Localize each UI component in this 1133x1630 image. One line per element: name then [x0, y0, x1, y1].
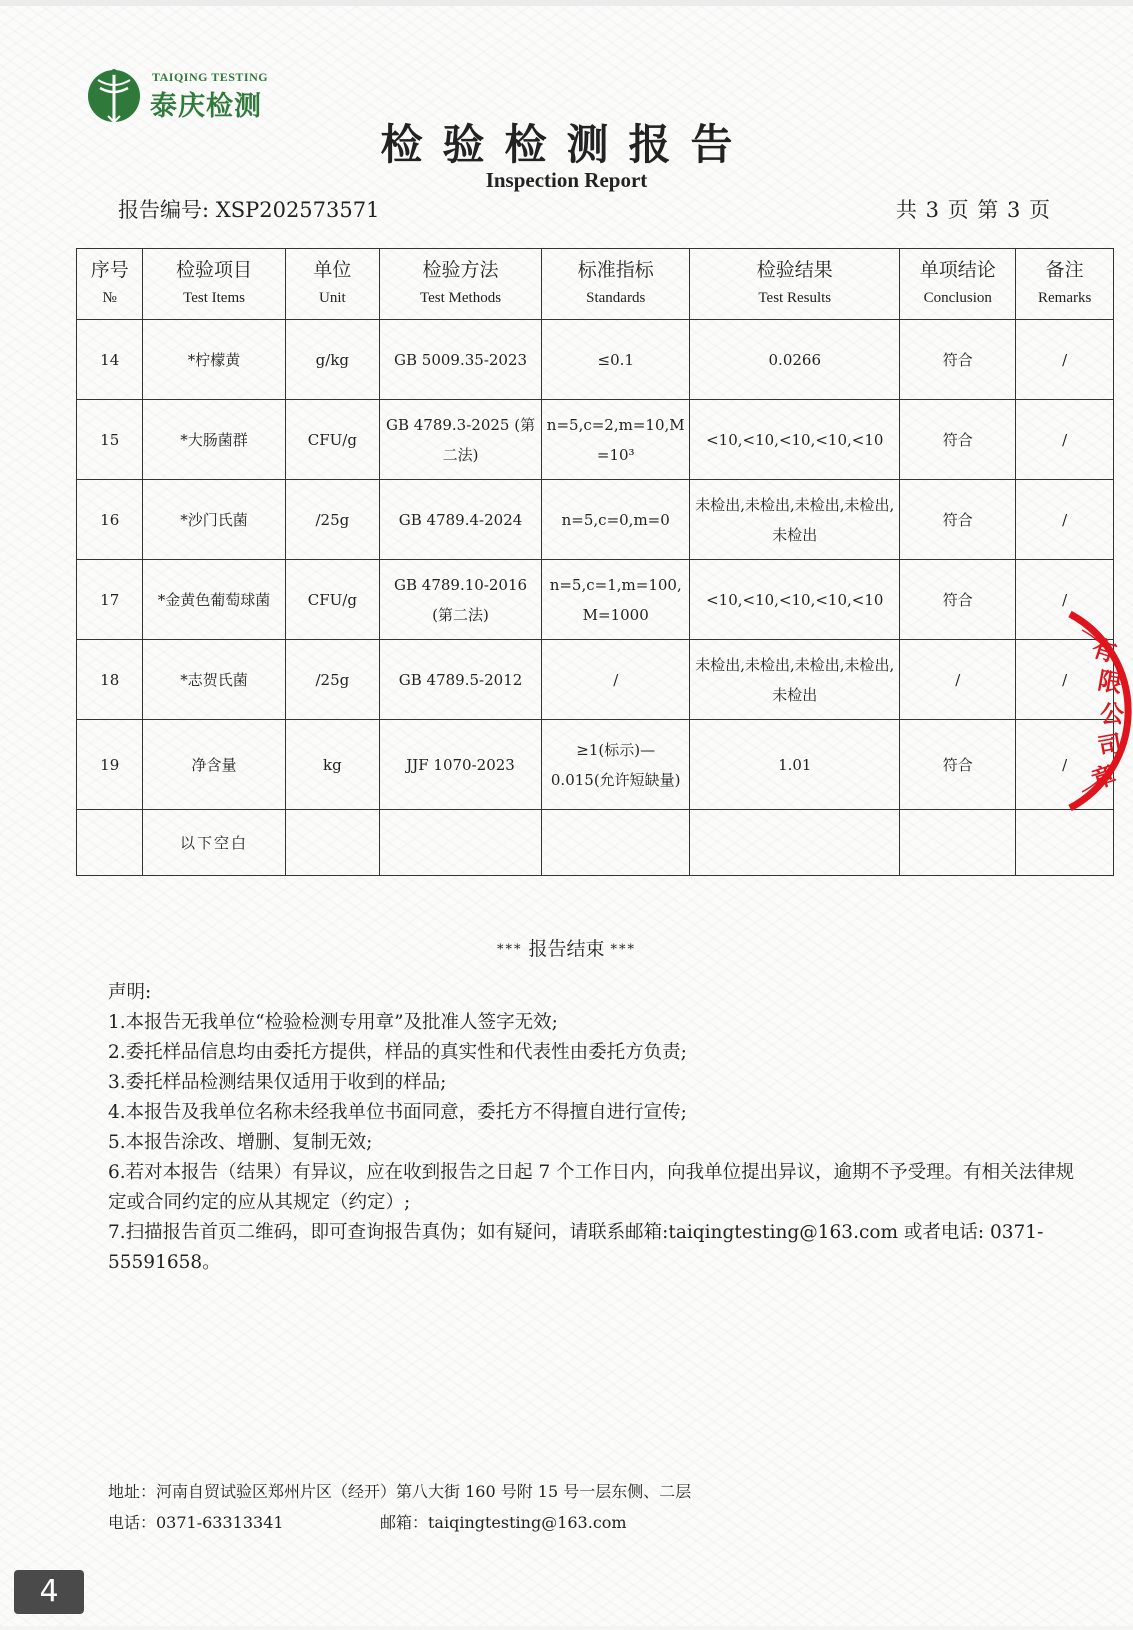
header-conclusion	[900, 249, 1016, 320]
cell-no: 14	[77, 320, 143, 400]
table-row-blank	[77, 810, 1114, 876]
cell-unit: kg	[285, 720, 379, 810]
header-items-en: Test Items	[183, 290, 245, 306]
declaration-item: 4.本报告及我单位名称未经我单位书面同意，委托方不得擅自进行宣传;	[108, 1102, 687, 1123]
cell-item: 净含量	[143, 720, 285, 810]
cell-no: 16	[77, 480, 143, 560]
report-end-text: 报告结束	[528, 938, 605, 960]
cell-conclusion: 符合	[900, 720, 1016, 810]
table-row	[77, 320, 1114, 400]
declaration-item: 6.若对本报告（结果）有异议，应在收到报告之日起 7 个工作日内，向我单位提出异议，逾期不予受理。有相关法律规定或合同约定的应从其规定（约定）;	[108, 1162, 1075, 1213]
cell-remarks: /	[1016, 480, 1114, 560]
cell-empty	[900, 810, 1016, 876]
page-number-badge: 4	[14, 1570, 84, 1614]
cell-remarks: /	[1016, 320, 1114, 400]
svg-text:司: 司	[1095, 728, 1125, 762]
header-results-cn: 检验结果	[756, 259, 833, 281]
header-methods-cn: 检验方法	[422, 259, 499, 281]
report-title-en: Inspection Report	[485, 168, 648, 192]
header-results-en: Test Results	[758, 290, 832, 306]
header-unit	[285, 249, 379, 320]
report-title-cn: 检验检测报告	[380, 120, 753, 169]
page-indicator: 共 3 页 第 3 页	[895, 198, 1051, 222]
cell-result: 未检出,未检出,未检出,未检出,未检出	[690, 640, 900, 720]
cell-no: 18	[77, 640, 143, 720]
declaration-item: 1.本报告无我单位“检验检测专用章”及批准人签字无效;	[108, 1012, 558, 1033]
cell-conclusion: 符合	[900, 320, 1016, 400]
cell-method: JJF 1070-2023	[380, 720, 542, 810]
header-standards-cn: 标准指标	[577, 259, 654, 281]
cell-conclusion: /	[900, 640, 1016, 720]
cell-conclusion: 符合	[900, 480, 1016, 560]
report-end-line	[0, 934, 1133, 961]
cell-result: <10,<10,<10,<10,<10	[690, 400, 900, 480]
results-table	[76, 248, 1114, 876]
table-row	[77, 640, 1114, 720]
cell-standard: /	[542, 640, 690, 720]
table-row	[77, 400, 1114, 480]
header-remarks-cn: 备注	[1045, 259, 1084, 281]
header-unit-en: Unit	[319, 290, 346, 306]
header-standards	[542, 249, 690, 320]
cell-item: *柠檬黄	[143, 320, 285, 400]
declaration-heading: 声明:	[108, 982, 152, 1003]
header-items-cn: 检验项目	[176, 259, 253, 281]
header-methods-en: Test Methods	[420, 290, 502, 306]
header-conclusion-cn: 单项结论	[919, 259, 996, 281]
cell-empty	[380, 810, 542, 876]
declaration-item: 3.委托样品检测结果仅适用于收到的样品;	[108, 1072, 447, 1093]
cell-unit: CFU/g	[285, 400, 379, 480]
cell-standard: n=5,c=2,m=10,M =10³	[542, 400, 690, 480]
cell-method: GB 4789.3-2025 (第二法)	[380, 400, 542, 480]
header-unit-cn: 单位	[313, 259, 352, 281]
cell-remarks: /	[1016, 720, 1114, 810]
svg-text:公: 公	[1100, 699, 1124, 728]
blank-below-label: 以下空白	[143, 810, 285, 876]
cell-item: *大肠菌群	[143, 400, 285, 480]
header-standards-en: Standards	[586, 290, 646, 306]
cell-empty	[690, 810, 900, 876]
cell-item: *金黄色葡萄球菌	[143, 560, 285, 640]
cell-empty	[285, 810, 379, 876]
cell-empty	[542, 810, 690, 876]
end-stars-left: ***	[496, 942, 523, 958]
cell-no: 19	[77, 720, 143, 810]
declaration-item: 2.委托样品信息均由委托方提供，样品的真实性和代表性由委托方负责;	[108, 1042, 687, 1063]
cell-method: GB 5009.35-2023	[380, 320, 542, 400]
cell-no: 15	[77, 400, 143, 480]
header-items	[143, 249, 285, 320]
report-number: 报告编号: XSP202573571	[118, 198, 380, 222]
declaration-item: 7.扫描报告首页二维码，即可查询报告真伪；如有疑问，请联系邮箱:taiqingtesting@163.com 或者电话: 0371-55591658。	[108, 1222, 1044, 1273]
declaration-item: 5.本报告涂改、增删、复制无效;	[108, 1132, 373, 1153]
cell-remarks: /	[1016, 400, 1114, 480]
cell-standard: n=5,c=0,m=0	[542, 480, 690, 560]
header-no-cn: 序号	[90, 259, 129, 281]
cell-standard: n=5,c=1,m=100, M=1000	[542, 560, 690, 640]
cell-result: 未检出,未检出,未检出,未检出,未检出	[690, 480, 900, 560]
table-row	[77, 560, 1114, 640]
cell-unit: /25g	[285, 480, 379, 560]
cell-conclusion: 符合	[900, 400, 1016, 480]
end-stars-right: ***	[610, 942, 637, 958]
report-page	[0, 6, 1133, 1626]
cell-empty	[77, 810, 143, 876]
footer-address: 地址：河南自贸试验区郑州片区（经开）第八大街 160 号附 15 号一层东侧、二层	[108, 1482, 692, 1501]
footer-email: 邮箱：taiqingtesting@163.com	[380, 1513, 627, 1532]
cell-method: GB 4789.10-2016 (第二法)	[380, 560, 542, 640]
company-seal-stamp	[1062, 606, 1133, 816]
logo-english-text: TAIQING TESTING	[152, 70, 269, 84]
table-row	[77, 480, 1114, 560]
cell-remarks: /	[1016, 640, 1114, 720]
cell-result: <10,<10,<10,<10,<10	[690, 560, 900, 640]
cell-method: GB 4789.4-2024	[380, 480, 542, 560]
header-no	[77, 249, 143, 320]
table-row	[77, 720, 1114, 810]
cell-no: 17	[77, 560, 143, 640]
logo-chinese-text: 泰庆检测	[150, 91, 262, 122]
footer	[108, 1476, 691, 1538]
table-header-row	[77, 249, 1114, 320]
footer-phone: 电话：0371-63313341	[108, 1513, 284, 1532]
cell-item: *沙门氏菌	[143, 480, 285, 560]
cell-method: GB 4789.5-2012	[380, 640, 542, 720]
cell-remarks: /	[1016, 560, 1114, 640]
cell-unit: g/kg	[285, 320, 379, 400]
header-conclusion-en: Conclusion	[923, 290, 992, 306]
cell-empty	[1016, 810, 1114, 876]
svg-text:章: 章	[1087, 759, 1120, 795]
header-no-en: №	[102, 290, 117, 306]
cell-standard: ≤0.1	[542, 320, 690, 400]
cell-conclusion: 符合	[900, 560, 1016, 640]
svg-text:限: 限	[1095, 665, 1125, 699]
cell-standard: ≥1(标示)—0.015(允许短缺量)	[542, 720, 690, 810]
cell-item: *志贺氏菌	[143, 640, 285, 720]
cell-unit: /25g	[285, 640, 379, 720]
cell-result: 0.0266	[690, 320, 900, 400]
cell-result: 1.01	[690, 720, 900, 810]
header-remarks	[1016, 249, 1114, 320]
header-remarks-en: Remarks	[1038, 290, 1092, 306]
svg-text:有: 有	[1088, 632, 1120, 668]
cell-unit: CFU/g	[285, 560, 379, 640]
declaration	[108, 978, 1088, 1278]
header-results	[690, 249, 900, 320]
header-methods	[380, 249, 542, 320]
